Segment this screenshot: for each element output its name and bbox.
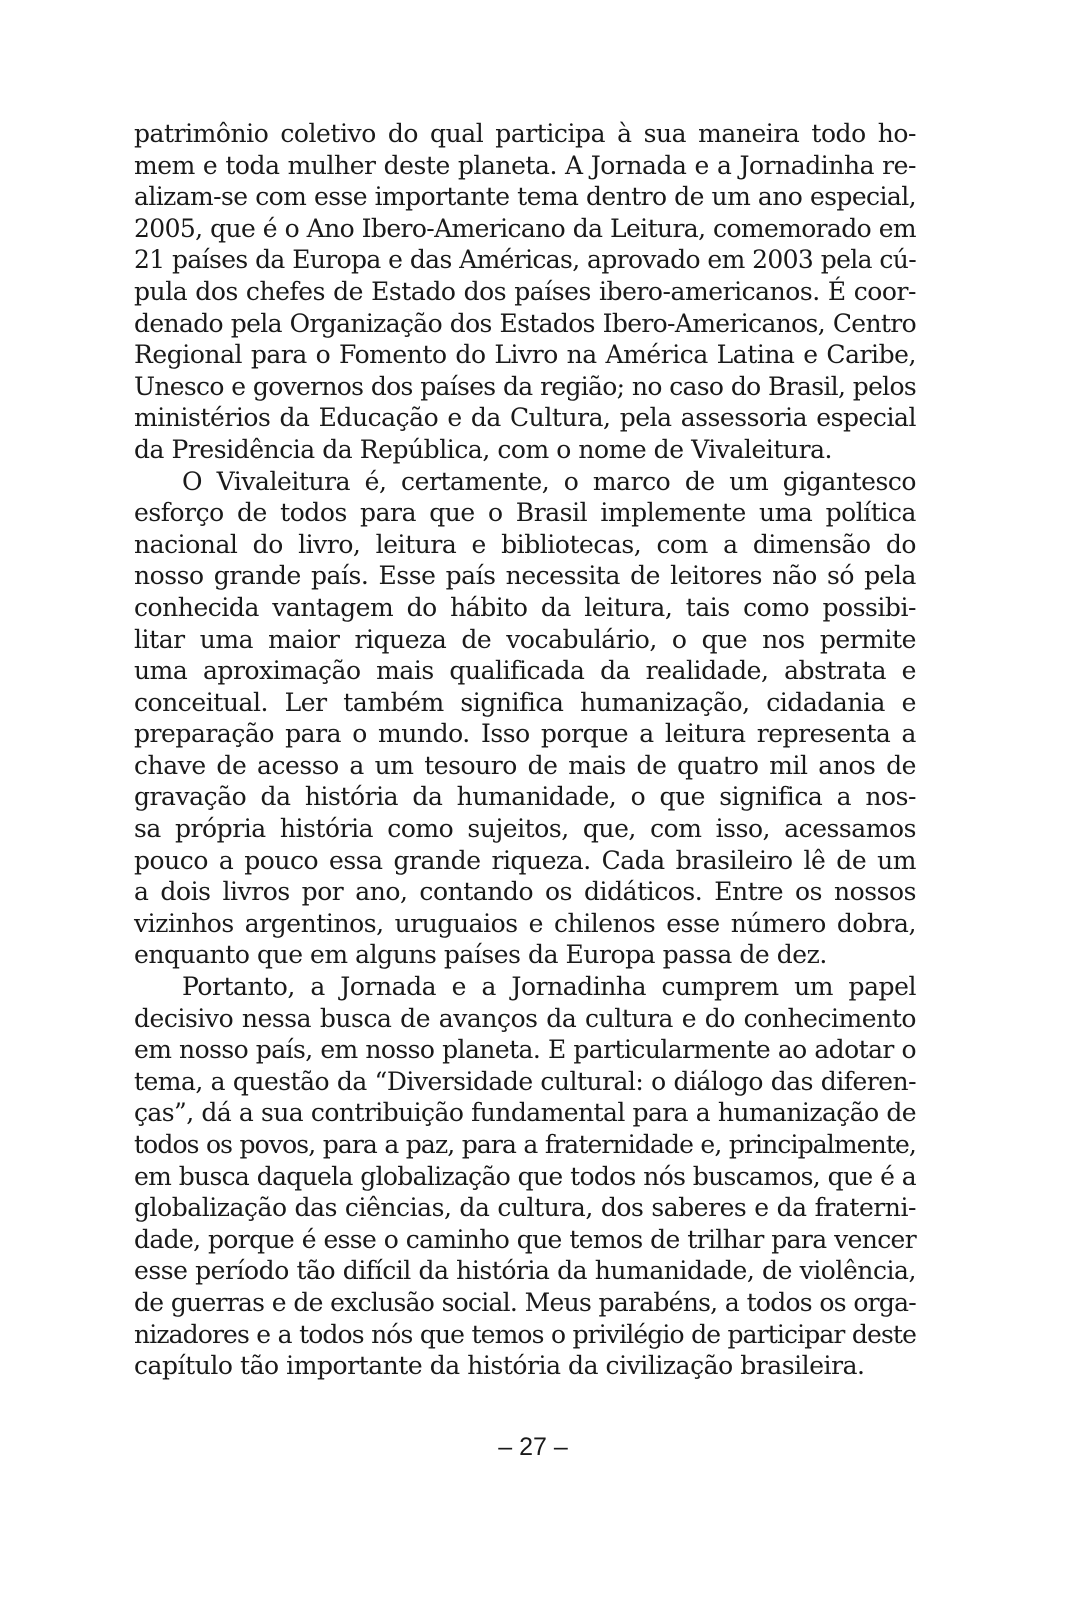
paragraph-3 xyxy=(134,971,916,1382)
text-line: globalização das ciências, da cultura, dos saberes e da fraterni- xyxy=(134,1193,916,1223)
text-line: conhecida vantagem do hábito da leitura, tais como possibi- xyxy=(134,592,916,622)
text-line: Portanto, a Jornada e a Jornadinha cumprem um papel xyxy=(182,972,916,1002)
text-line: capítulo tão importante da história da civilização brasileira. xyxy=(134,1351,865,1381)
text-line: ministérios da Educação e da Cultura, pela assessoria especial xyxy=(134,403,916,433)
text-line: nosso grande país. Esse país necessita de leitores não só pela xyxy=(134,561,916,591)
text-line: chave de acesso a um tesouro de mais de quatro mil anos de xyxy=(134,750,916,780)
text-line: O Vivaleitura é, certamente, o marco de um gigantesco xyxy=(182,466,916,496)
text-line: 21 países da Europa e das Américas, aprovado em 2003 pela cú- xyxy=(134,245,916,275)
text-line: esse período tão difícil da história da humanidade, de violência, xyxy=(134,1256,916,1286)
text-line: uma aproximação mais qualificada da realidade, abstrata e xyxy=(134,656,916,686)
text-line: tema, a questão da “Diversidade cultural: o diálogo das diferen- xyxy=(134,1066,916,1096)
text-line: em nosso país, em nosso planeta. E particularmente ao adotar o xyxy=(134,1035,916,1065)
paragraph-1 xyxy=(134,118,916,466)
text-line: dade, porque é esse o caminho que temos de trilhar para vencer xyxy=(134,1224,916,1254)
text-line: preparação para o mundo. Isso porque a leitura representa a xyxy=(134,719,916,749)
text-line: Regional para o Fomento do Livro na América Latina e Caribe, xyxy=(134,340,916,370)
text-line: sa própria história como sujeitos, que, com isso, acessamos xyxy=(134,814,916,844)
text-line: todos os povos, para a paz, para a fraternidade e, principalmente, xyxy=(134,1130,916,1159)
text-line: mem e toda mulher deste planeta. A Jornada e a Jornadinha re- xyxy=(134,150,916,180)
text-line: enquanto que em alguns países da Europa passa de dez. xyxy=(134,940,827,970)
text-line: nizadores e a todos nós que temos o privilégio de participar deste xyxy=(134,1319,916,1349)
text-line: ças”, dá a sua contribuição fundamental para a humanização de xyxy=(134,1098,916,1128)
text-line: denado pela Organização dos Estados Ibero-Americanos, Centro xyxy=(134,308,916,338)
text-line: esforço de todos para que o Brasil implemente uma política xyxy=(134,498,916,528)
text-line: pouco a pouco essa grande riqueza. Cada brasileiro lê de um xyxy=(134,845,916,875)
body-text xyxy=(134,118,916,1382)
text-line: vizinhos argentinos, uruguaios e chilenos esse número dobra, xyxy=(134,908,916,938)
text-line: da Presidência da República, com o nome de Vivaleitura. xyxy=(134,434,833,464)
text-line: decisivo nessa busca de avanços da cultura e do conhecimento xyxy=(134,1003,916,1033)
text-line: patrimônio coletivo do qual participa à sua maneira todo ho- xyxy=(134,119,916,148)
text-line: pula dos chefes de Estado dos países ibero-americanos. É coor- xyxy=(134,276,916,306)
text-line: em busca daquela globalização que todos nós buscamos, que é a xyxy=(134,1161,916,1191)
text-line: alizam-se com esse importante tema dentro de um ano especial, xyxy=(134,182,916,212)
text-line: de guerras e de exclusão social. Meus parabéns, a todos os orga- xyxy=(134,1287,916,1317)
page-number: – 27 – xyxy=(498,1433,568,1461)
text-line: gravação da história da humanidade, o que significa a nos- xyxy=(134,782,916,812)
text-line: Unesco e governos dos países da região; no caso do Brasil, pelos xyxy=(134,371,916,401)
text-line: 2005, que é o Ano Ibero-Americano da Leitura, comemorado em xyxy=(134,213,916,243)
paragraph-2 xyxy=(134,466,916,972)
text-line: conceitual. Ler também significa humanização, cidadania e xyxy=(134,687,916,717)
text-line: litar uma maior riqueza de vocabulário, o que nos permite xyxy=(134,624,916,654)
text-line: nacional do livro, leitura e bibliotecas, com a dimensão do xyxy=(134,529,916,559)
text-line: a dois livros por ano, contando os didáticos. Entre os nossos xyxy=(134,877,916,907)
